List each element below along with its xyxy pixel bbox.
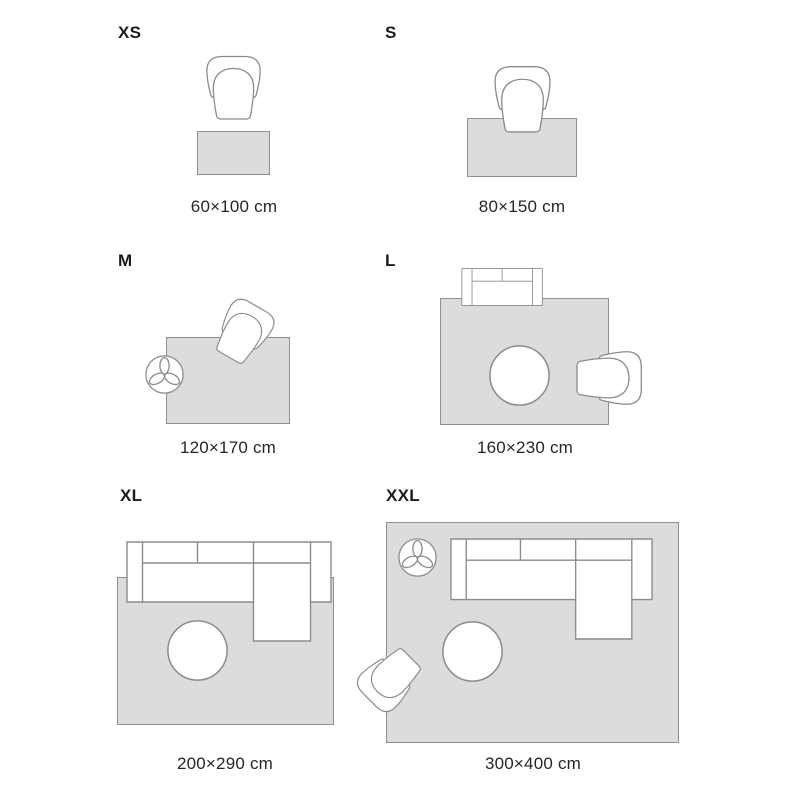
dimension-label-xl: 200×290 cm — [176, 754, 274, 773]
size-label-m: M — [118, 251, 133, 270]
coffee-table-icon — [489, 345, 550, 406]
size-label-xxl: XXL — [386, 486, 420, 505]
dimension-label-xs: 60×100 cm — [190, 197, 278, 216]
rug-xs — [197, 131, 270, 175]
plant-icon — [145, 355, 184, 394]
sofa-icon — [458, 268, 591, 330]
coffee-table-icon — [442, 621, 503, 682]
armchair-icon — [576, 346, 646, 410]
plant-icon — [398, 538, 437, 577]
dimension-label-s: 80×150 cm — [478, 197, 566, 216]
coffee-table-icon — [167, 620, 228, 681]
armchair-icon — [201, 52, 266, 120]
size-label-xl: XL — [120, 486, 143, 505]
dimension-label-xxl: 300×400 cm — [484, 754, 582, 773]
dimension-label-l: 160×230 cm — [476, 438, 574, 457]
size-label-l: L — [385, 251, 396, 270]
size-label-xs: XS — [118, 23, 142, 42]
armchair-icon — [489, 62, 556, 133]
size-label-s: S — [385, 23, 397, 42]
sectional-sofa-icon — [126, 541, 332, 642]
dimension-label-m: 120×170 cm — [179, 438, 277, 457]
